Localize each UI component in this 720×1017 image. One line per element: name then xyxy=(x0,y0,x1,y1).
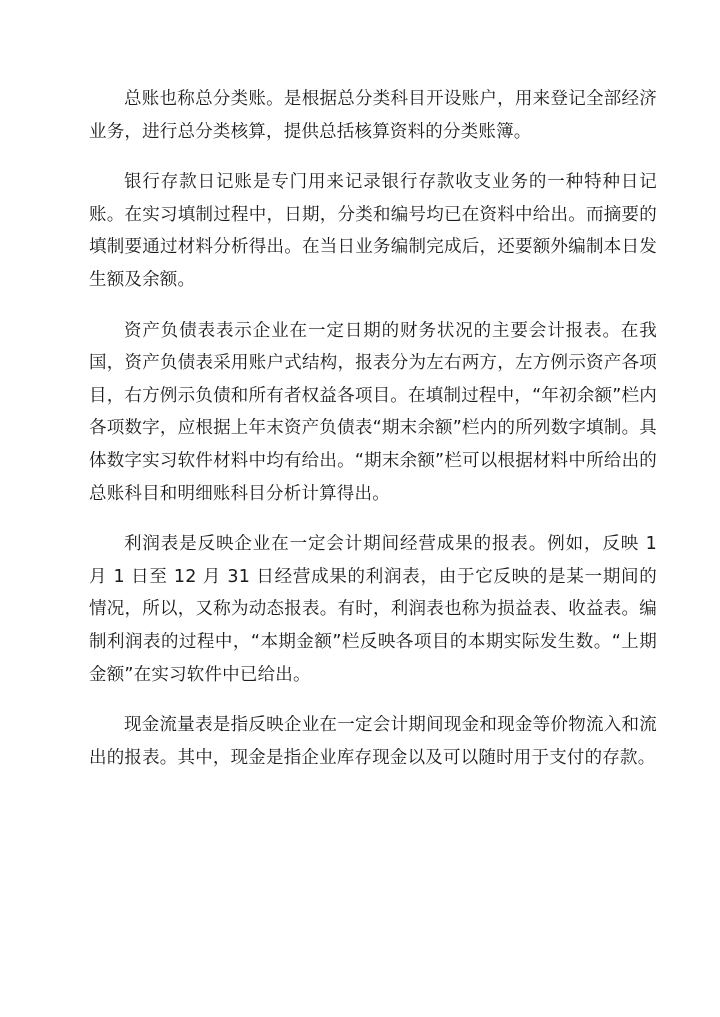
paragraph-general-ledger: 总账也称总分类账。是根据总分类科目开设账户，用来登记全部经济业务，进行总分类核算，提供总括核算资料的分类账簿。 xyxy=(89,89,657,142)
paragraph-bank-deposit-journal: 银行存款日记账是专门用来记录银行存款收支业务的一种特种日记账。在实习填制过程中，日期，分类和编号均已在资料中给出。而摘要的填制要通过材料分析得出。在当日业务编制完成后，还要额外编制本日发生额及余额。 xyxy=(89,172,657,290)
paragraph-cash-flow-statement: 现金流量表是指反映企业在一定会计期间现金和现金等价物流入和流出的报表。其中，现金是指企业库存现金以及可以随时用于支付的存款。 xyxy=(89,715,657,768)
document-body xyxy=(89,83,657,792)
paragraph-income-statement: 利润表是反映企业在一定会计期间经营成果的报表。例如，反映 1 月 1 日至 12 月 31 日经营成果的利润表，由于它反映的是某一期间的情况，所以，又称为动态报表。有时，利润表也称为损益表、收益表。编制利润表的过程中，“本期金额”栏反映各项目的本期实际发生数。“上期金额”在实习软件中已给出。 xyxy=(89,534,657,685)
paragraph-balance-sheet: 资产负债表表示企业在一定日期的财务状况的主要会计报表。在我国，资产负债表采用账户式结构，报表分为左右两方，左方例示资产各项目，右方例示负债和所有者权益各项目。在填制过程中，“年初余额”栏内各项数字，应根据上年末资产负债表“期末余额”栏内的所列数字填制。具体数字实习软件材料中均有给出。“期末余额”栏可以根据材料中所给出的总账科目和明细账科目分析计算得出。 xyxy=(89,320,657,504)
